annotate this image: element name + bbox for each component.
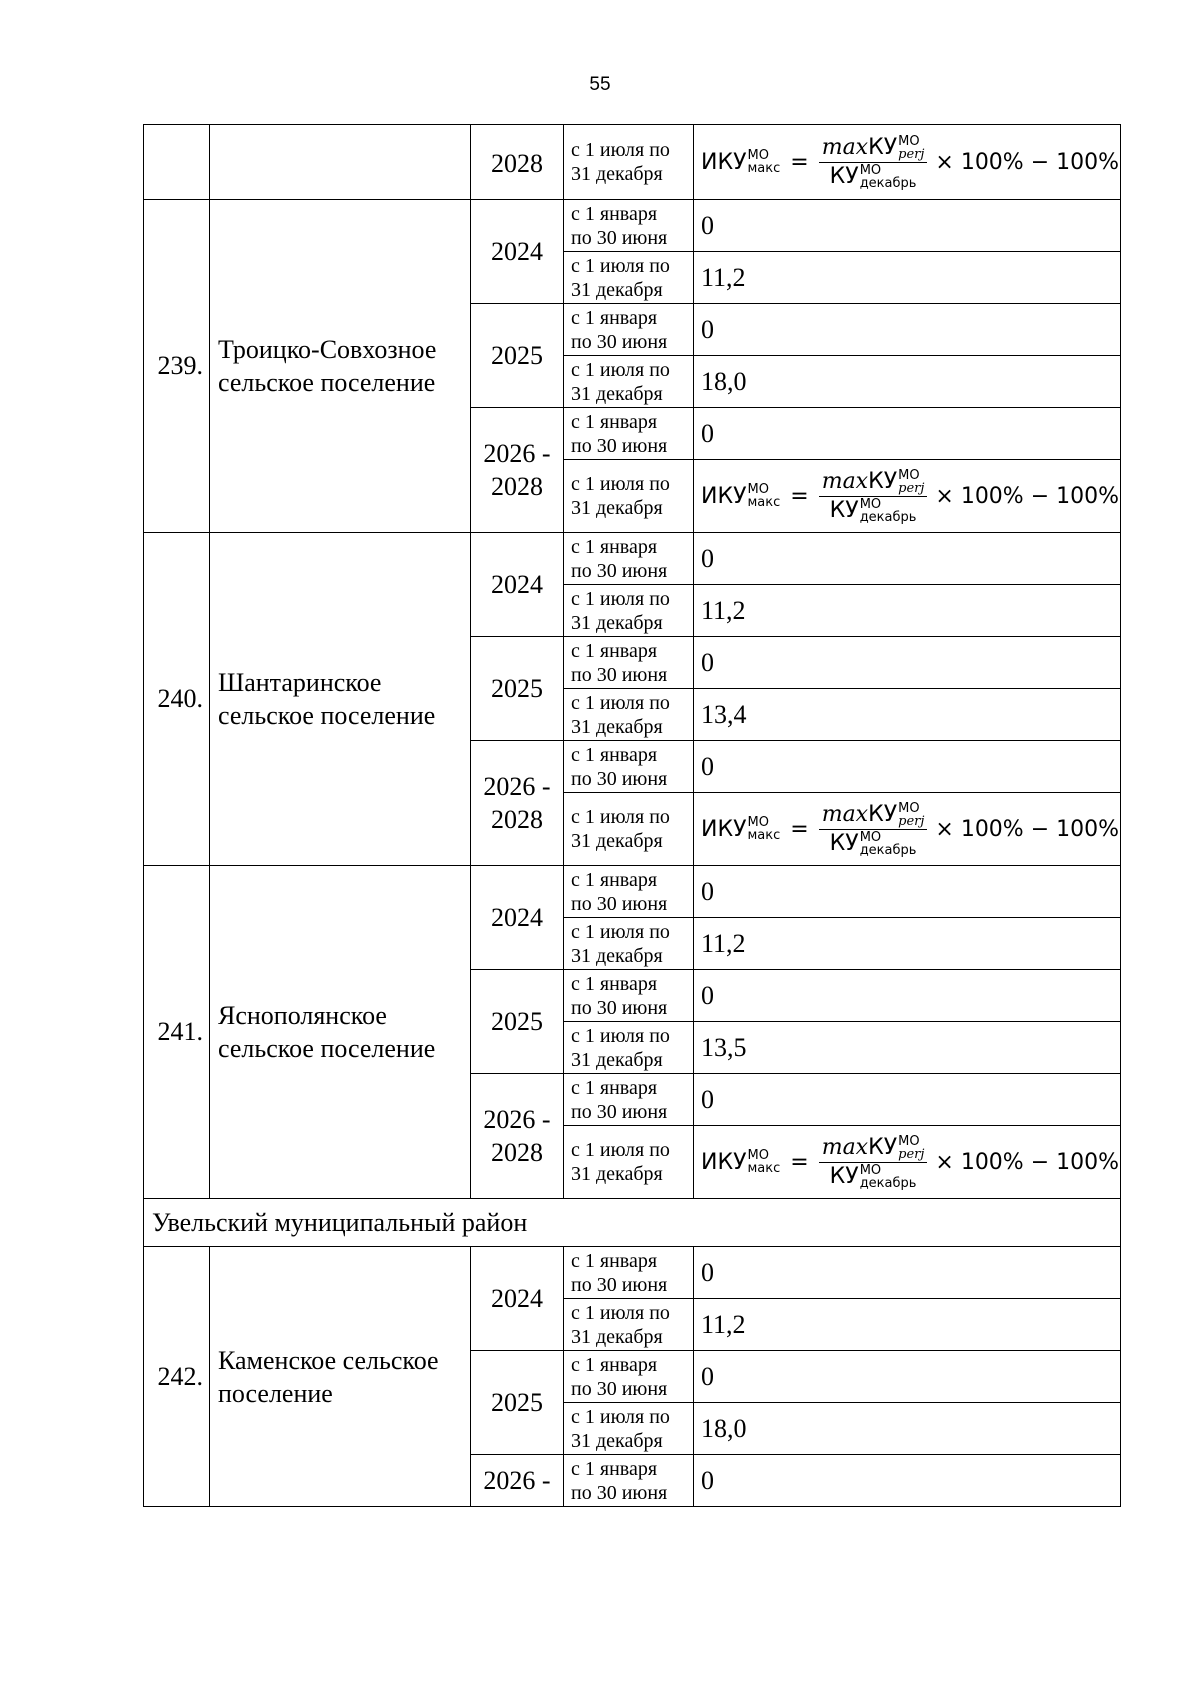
year-cell xyxy=(471,741,564,866)
period-line: по 30 июня xyxy=(571,1481,668,1504)
table-row xyxy=(144,200,1121,252)
formula-max: max xyxy=(821,135,869,160)
year-text: 2025 xyxy=(491,1388,543,1417)
year-cell xyxy=(471,533,564,637)
row-number-text: 242. xyxy=(157,1361,203,1391)
period-cell xyxy=(564,970,694,1022)
value-cell xyxy=(694,200,1121,252)
year-text: 2028 xyxy=(491,472,543,501)
formula-sub: декабрь xyxy=(859,175,917,191)
formula-sup: МО xyxy=(747,815,769,830)
formula-equals: = xyxy=(790,149,809,175)
name-line: Шантаринское xyxy=(218,668,382,697)
district-heading xyxy=(144,1199,1121,1247)
value-text: 0 xyxy=(701,1257,714,1287)
value-text: 0 xyxy=(701,210,714,240)
name-line: сельское поселение xyxy=(218,701,436,730)
period-line: с 1 июля по xyxy=(571,806,670,828)
value-cell xyxy=(694,1403,1121,1455)
value-text: 13,5 xyxy=(701,1032,747,1062)
period-line: с 1 января xyxy=(571,639,658,662)
formula xyxy=(694,1135,1120,1190)
formula-sup: МО xyxy=(747,1148,769,1163)
period-line: с 1 января xyxy=(571,1076,658,1099)
formula-sub: макс xyxy=(747,1161,781,1176)
period-line: с 1 января xyxy=(571,1457,658,1480)
settlement-name xyxy=(210,533,471,866)
formula-den-main: КУ xyxy=(829,831,859,856)
value-cell xyxy=(694,304,1121,356)
name-cell xyxy=(210,125,471,200)
value-cell xyxy=(694,1351,1121,1403)
value-cell xyxy=(694,356,1121,408)
period-line: с 1 июля по xyxy=(571,473,670,495)
period-line: с 1 января xyxy=(571,972,658,995)
period-line: 31 декабря xyxy=(571,382,663,405)
formula-equals: = xyxy=(790,1149,809,1175)
value-text: 13,4 xyxy=(701,699,747,729)
period-line: с 1 января xyxy=(571,743,658,766)
period-cell xyxy=(564,356,694,408)
year-text: 2024 xyxy=(491,570,543,599)
value-text: 11,2 xyxy=(701,1309,746,1339)
formula-fraction xyxy=(819,1135,928,1190)
formula-sup: МО xyxy=(859,162,882,178)
settlement-name xyxy=(210,1247,471,1507)
value-cell xyxy=(694,918,1121,970)
period-cell xyxy=(564,125,694,200)
period-line: по 30 июня xyxy=(571,434,668,457)
value-cell xyxy=(694,585,1121,637)
formula-num-main: КУ xyxy=(868,1135,898,1160)
formula-rest: × 100% − 100% xyxy=(935,816,1120,842)
value-text: 18,0 xyxy=(701,1413,747,1443)
period-line: с 1 января xyxy=(571,202,658,225)
period-cell xyxy=(564,1403,694,1455)
period-cell xyxy=(564,1126,694,1199)
formula-sup: МО xyxy=(898,133,920,149)
num-cell xyxy=(144,125,210,200)
formula-sub: perj xyxy=(898,1146,925,1162)
period-line: с 1 июля по xyxy=(571,1024,670,1047)
year-cell xyxy=(471,866,564,970)
period-line: 31 декабря xyxy=(571,1048,663,1071)
formula-num-main: КУ xyxy=(868,802,898,827)
name-line: сельское поселение xyxy=(218,1034,436,1063)
formula-sub: декабрь xyxy=(859,842,917,858)
period-line: с 1 января xyxy=(571,1353,658,1376)
table-row xyxy=(144,533,1121,585)
period-cell xyxy=(564,304,694,356)
period-cell xyxy=(564,460,694,533)
value-text: 0 xyxy=(701,543,714,573)
name-line: Троицко-Совхозное xyxy=(218,335,437,364)
name-line: поселение xyxy=(218,1378,333,1408)
formula-max: max xyxy=(821,1135,869,1160)
table-row xyxy=(144,1247,1121,1299)
value-cell xyxy=(694,970,1121,1022)
year-text: 2025 xyxy=(491,1007,543,1036)
period-line: с 1 января xyxy=(571,306,658,329)
settlement-name xyxy=(210,200,471,533)
row-number-text: 240. xyxy=(157,684,203,713)
row-number xyxy=(144,1247,210,1507)
page-number: 55 xyxy=(589,74,611,95)
value-cell xyxy=(694,689,1121,741)
year-text: 2024 xyxy=(491,903,543,932)
value-text: 11,2 xyxy=(701,928,746,958)
formula-cell xyxy=(694,1126,1121,1199)
formula-lhs: ИКУ xyxy=(701,1149,747,1175)
period-cell xyxy=(564,918,694,970)
period-cell xyxy=(564,793,694,866)
formula-cell xyxy=(694,125,1121,200)
year-text: 2024 xyxy=(491,1284,543,1313)
district-text: Увельский муниципальный район xyxy=(152,1207,528,1237)
formula-sup: МО xyxy=(859,1162,882,1178)
period-line: 31 декабря xyxy=(571,163,663,185)
year-text: 2025 xyxy=(491,341,543,370)
period-cell xyxy=(564,1022,694,1074)
value-cell xyxy=(694,1074,1121,1126)
value-text: 0 xyxy=(701,1465,714,1495)
value-text: 11,2 xyxy=(701,595,746,625)
value-text: 0 xyxy=(701,418,714,448)
period-line: по 30 июня xyxy=(571,1273,668,1296)
period-line: по 30 июня xyxy=(571,767,668,790)
formula-fraction xyxy=(819,469,928,524)
formula-den-main: КУ xyxy=(829,498,859,523)
value-cell xyxy=(694,408,1121,460)
row-number xyxy=(144,866,210,1199)
year-cell xyxy=(471,970,564,1074)
name-line: Яснополянское xyxy=(218,1001,387,1030)
period-line: с 1 июля по xyxy=(571,1301,670,1324)
formula-num-main: КУ xyxy=(868,469,898,494)
year-text: 2026 - xyxy=(483,772,551,801)
period-line: 31 декабря xyxy=(571,1325,663,1348)
formula-sub: макс xyxy=(747,161,781,176)
formula-sup: МО xyxy=(747,148,769,163)
value-cell xyxy=(694,741,1121,793)
period-cell xyxy=(564,1074,694,1126)
name-line: Каменское сельское xyxy=(218,1345,439,1375)
period-cell xyxy=(564,252,694,304)
year-text: 2024 xyxy=(491,237,543,266)
year-text: 2028 xyxy=(491,148,543,178)
period-line: по 30 июня xyxy=(571,330,668,353)
year-text: 2026 - xyxy=(483,1105,551,1134)
row-number-text: 241. xyxy=(157,1017,203,1046)
period-line: с 1 июля по xyxy=(571,920,670,943)
value-text: 0 xyxy=(701,314,714,344)
formula-rest: × 100% − 100% xyxy=(935,1149,1120,1175)
period-cell xyxy=(564,689,694,741)
period-line: с 1 июля по xyxy=(571,358,670,381)
value-text: 11,2 xyxy=(701,262,746,292)
formula-max: max xyxy=(821,469,869,494)
value-text: 0 xyxy=(701,876,714,906)
period-line: по 30 июня xyxy=(571,226,668,249)
period-line: по 30 июня xyxy=(571,663,668,686)
formula-sub: декабрь xyxy=(859,509,917,525)
period-line: с 1 июля по xyxy=(571,691,670,714)
value-text: 18,0 xyxy=(701,366,747,396)
period-line: 31 декабря xyxy=(571,1163,663,1185)
period-line: 31 декабря xyxy=(571,278,663,301)
formula-sup: МО xyxy=(859,496,882,512)
year-cell xyxy=(471,1351,564,1455)
formula-sup: МО xyxy=(898,467,920,483)
value-text: 0 xyxy=(701,751,714,781)
value-cell xyxy=(694,533,1121,585)
period-line: по 30 июня xyxy=(571,996,668,1019)
period-line: 31 декабря xyxy=(571,611,663,634)
year-cell xyxy=(471,1074,564,1199)
year-cell xyxy=(471,1247,564,1351)
formula-lhs: ИКУ xyxy=(701,149,747,175)
formula-sub: макс xyxy=(747,828,781,843)
formula-rest: × 100% − 100% xyxy=(935,149,1120,175)
formula xyxy=(694,135,1120,190)
row-number-text: 239. xyxy=(157,351,203,380)
year-text: 2026 - xyxy=(483,439,551,468)
formula-sub: perj xyxy=(898,480,925,496)
period-line: с 1 июля по xyxy=(571,587,670,610)
row-number xyxy=(144,200,210,533)
period-cell xyxy=(564,585,694,637)
formula-lhs: ИКУ xyxy=(701,816,747,842)
formula-sub: декабрь xyxy=(859,1175,917,1191)
district-row xyxy=(144,1199,1121,1247)
period-line: по 30 июня xyxy=(571,1377,668,1400)
period-line: 31 декабря xyxy=(571,830,663,852)
period-line: 31 декабря xyxy=(571,497,663,519)
year-cell xyxy=(471,637,564,741)
formula-lhs: ИКУ xyxy=(701,483,747,509)
period-cell xyxy=(564,1455,694,1507)
period-cell xyxy=(564,200,694,252)
formula-sup: МО xyxy=(747,482,769,497)
value-text: 0 xyxy=(701,1361,714,1391)
period-cell xyxy=(564,741,694,793)
period-line: 31 декабря xyxy=(571,944,663,967)
period-cell xyxy=(564,533,694,585)
value-cell xyxy=(694,1247,1121,1299)
period-cell xyxy=(564,1299,694,1351)
formula-equals: = xyxy=(790,483,809,509)
formula-max: max xyxy=(821,802,869,827)
formula xyxy=(694,469,1120,524)
value-cell xyxy=(694,252,1121,304)
name-line: сельское поселение xyxy=(218,368,436,397)
period-line: с 1 июля по xyxy=(571,1139,670,1161)
year-text: 2028 xyxy=(491,805,543,834)
period-line: с 1 января xyxy=(571,1249,658,1272)
value-text: 0 xyxy=(701,647,714,677)
year-text: 2028 xyxy=(491,1138,543,1167)
formula-sup: МО xyxy=(898,1133,920,1149)
settlement-name xyxy=(210,866,471,1199)
period-cell xyxy=(564,866,694,918)
table-row xyxy=(144,125,1121,200)
year-text: 2025 xyxy=(491,674,543,703)
period-line: 31 декабря xyxy=(571,1429,663,1452)
value-cell xyxy=(694,1299,1121,1351)
formula-sub: макс xyxy=(747,495,781,510)
period-line: с 1 июля по xyxy=(571,254,670,277)
formula-rest: × 100% − 100% xyxy=(935,483,1120,509)
period-cell xyxy=(564,1351,694,1403)
year-cell xyxy=(471,1455,564,1507)
period-cell xyxy=(564,1247,694,1299)
tariff-table xyxy=(143,124,1121,1507)
year-cell xyxy=(471,200,564,304)
formula-den-main: КУ xyxy=(829,1164,859,1189)
formula xyxy=(694,802,1120,857)
period-line: по 30 июня xyxy=(571,1100,668,1123)
value-cell xyxy=(694,1455,1121,1507)
formula-sup: МО xyxy=(898,800,920,816)
period-line: по 30 июня xyxy=(571,559,668,582)
value-text: 0 xyxy=(701,980,714,1010)
period-line: по 30 июня xyxy=(571,892,668,915)
formula-sub: perj xyxy=(898,146,925,162)
value-cell xyxy=(694,637,1121,689)
formula-fraction xyxy=(819,802,928,857)
formula-cell xyxy=(694,460,1121,533)
formula-num-main: КУ xyxy=(868,135,898,160)
row-number xyxy=(144,533,210,866)
formula-den-main: КУ xyxy=(829,164,859,189)
formula-fraction xyxy=(819,135,928,190)
period-line: с 1 июля по xyxy=(571,139,670,161)
formula-sub: perj xyxy=(898,813,925,829)
year-text: 2026 - xyxy=(483,1466,551,1495)
period-cell xyxy=(564,408,694,460)
table-row xyxy=(144,866,1121,918)
formula-equals: = xyxy=(790,816,809,842)
period-line: с 1 января xyxy=(571,868,658,891)
value-cell xyxy=(694,866,1121,918)
value-text: 0 xyxy=(701,1084,714,1114)
period-cell xyxy=(564,637,694,689)
period-line: с 1 июля по xyxy=(571,1405,670,1428)
year-cell xyxy=(471,304,564,408)
value-cell xyxy=(694,1022,1121,1074)
period-line: с 1 января xyxy=(571,410,658,433)
formula-sup: МО xyxy=(859,829,882,845)
year-cell xyxy=(471,408,564,533)
formula-cell xyxy=(694,793,1121,866)
year-cell xyxy=(471,125,564,200)
period-line: с 1 января xyxy=(571,535,658,558)
period-line: 31 декабря xyxy=(571,715,663,738)
